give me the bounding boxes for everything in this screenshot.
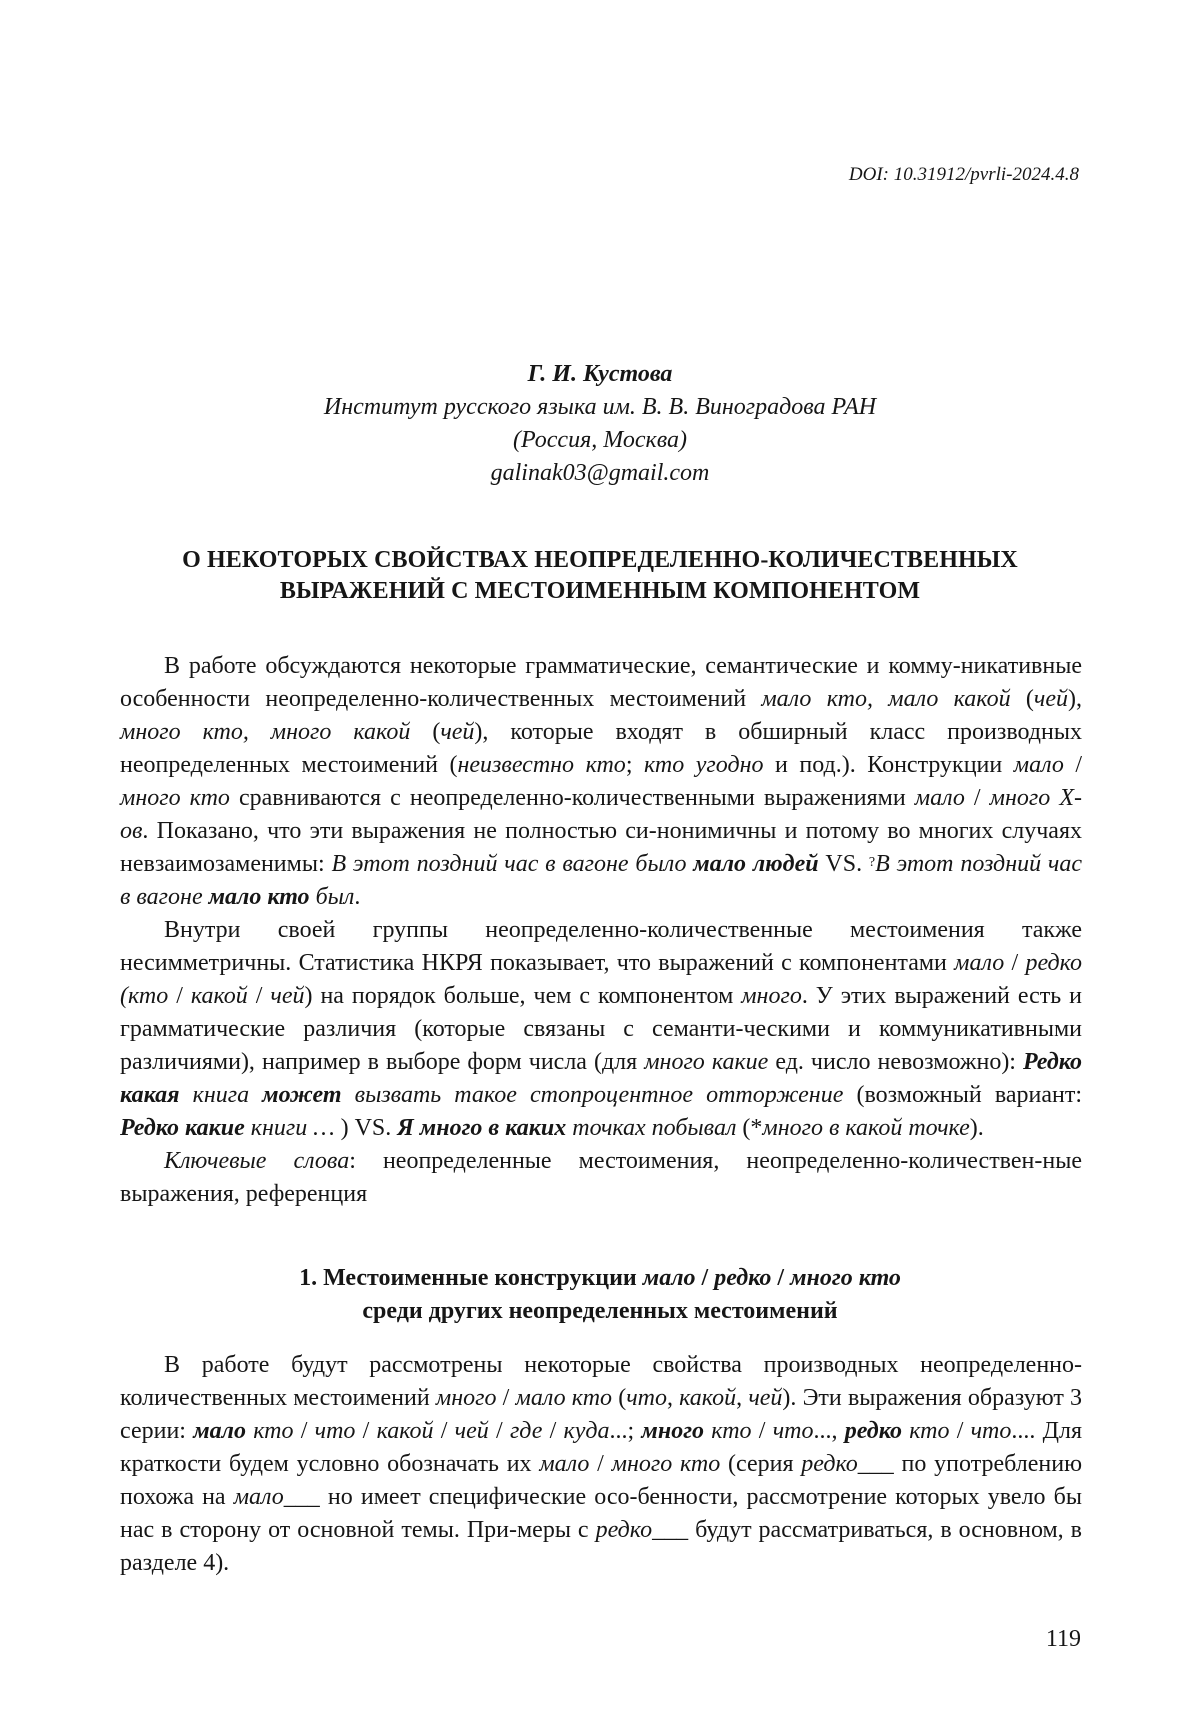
section-1-heading (0, 1262, 1200, 1328)
keywords-paragraph (120, 1145, 1082, 1211)
abstract-paragraph-2: Внутри своей группы неопределенно-количественные местоимения также несимметричны. Статистика НКРЯ показывает, что выражений с компонентами мало / редко (кто / какой / чей) на порядок больше, чем с компонентом много. У этих выражений есть и грамматические различия (которые связаны с семанти-ческими и коммуникативными различиями), например в выборе форм числа (для много какие ед. число невозможно): Редко какая книга может вызвать такое стопроцентное отторжение (возможный вариант: Редко какие книги … ) VS. Я много в каких точках побывал (*много в какой точке). (120, 917, 1083, 1141)
keywords-label: Ключевые слова (164, 1148, 350, 1174)
author-block (0, 358, 1200, 490)
abstract (120, 650, 1082, 1211)
author-email: galinak03@gmail.com (490, 460, 710, 486)
author-affiliation: Институт русского языка им. В. В. Виноградова РАН (323, 394, 877, 420)
section-1-body (120, 1349, 1082, 1580)
article-title-line-1: О НЕКОТОРЫХ СВОЙСТВАХ НЕОПРЕДЕЛЕННО-КОЛИЧЕСТВЕННЫХ (182, 547, 1018, 573)
author-name: Г. И. Кустова (527, 361, 673, 387)
abstract-paragraph-1: В работе обсуждаются некоторые грамматические, семантические и комму-никативные особенности неопределенно-количественных местоимений мало кто, мало какой (чей), много кто, много какой (чей), которые входят в обширный класс производных неопределенных местоимений (неизвестно кто; кто угодно и под.). Конструкции мало / много кто сравниваются с неопределенно-количественными выражениями мало / много Х-ов. Показано, что эти выражения не полностью си-нонимичны и потому во многих случаях невзаимозаменимы: В этот поздний час в вагоне было мало людей VS. ?В этот поздний час в вагоне мало кто был. (120, 653, 1083, 910)
author-location: (Россия, Москва) (512, 427, 688, 453)
doi-label: DOI: 10.31912/pvrli-2024.4.8 (848, 164, 1079, 185)
article-title-line-2: ВЫРАЖЕНИЙ С МЕСТОИМЕННЫМ КОМПОНЕНТОМ (279, 578, 921, 604)
section-1-heading-line-1: 1. Местоименные конструкции мало / редко / много кто (299, 1265, 901, 1291)
section-1-paragraph-1: В работе будут рассмотрены некоторые свойства производных неопределенно-количественных местоимений много / мало кто (что, какой, чей). Эти выражения образуют 3 серии: мало кто / что / какой / чей / где / куда...; много кто / что..., редко кто / что.... Для краткости будем условно обозначать их мало / много кто (серия редко___ по употреблению похожа на мало___ но имеет специфические осо-бенности, рассмотрение которых увело бы нас в сторону от основной темы. При-меры с редко___ будут рассматриваться, в основном, в разделе 4). (120, 1352, 1083, 1576)
page-number: 119 (1045, 1626, 1081, 1652)
keywords-list: : неопределенные местоимения, неопределенно-количествен-ные выражения, референция (120, 1148, 1082, 1207)
section-1-heading-line-2: среди других неопределенных местоимений (362, 1298, 838, 1324)
article-title (0, 545, 1200, 607)
